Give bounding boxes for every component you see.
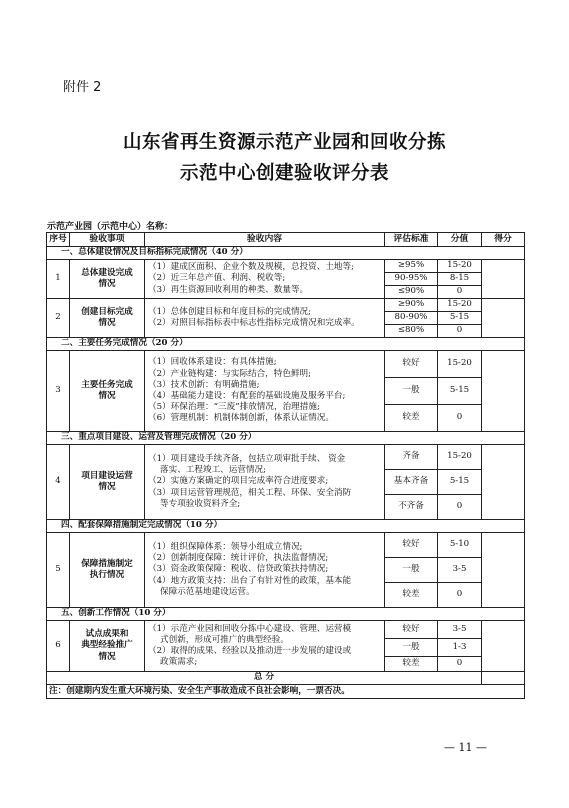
header-num: 序号 [47,233,70,247]
section-title: 三、重点项目建设、运营及管理完成情况（20 分） [47,432,525,445]
criteria-std: ≤80% [385,325,438,338]
doc-title-line1: 山东省再生资源示范产业园和回收分拣 [122,132,446,153]
row-item: 保障措施制定 执行情况 [70,533,145,608]
table-row [47,621,525,639]
row-item: 创建目标完成 情况 [70,299,145,338]
criteria-std: 较好 [385,533,438,558]
criteria-score: 1-3 [438,639,482,657]
result-cell[interactable] [482,533,525,608]
criteria-std: 较差 [385,583,438,608]
veto-note: 注：创建期内发生重大环境污染、安全生产事故造成不良社会影响，一票否决。 [47,685,525,699]
row-num: 4 [47,445,70,520]
scoring-table [46,232,525,699]
header-result: 得分 [482,233,525,247]
criteria-std: 基本齐备 [385,470,438,495]
section-row [47,338,525,351]
criteria-std: ≥90% [385,299,438,312]
criteria-score: 3-5 [438,621,482,639]
header-score: 分值 [438,233,482,247]
criteria-std: 80-90% [385,312,438,325]
row-content: （1）建成区面积、企业个数及规模，总投资、土地等; （2）近三年总产值、利润、税收等; （3）再生资源回收利用的种类、数量等。 [145,260,385,299]
criteria-score: 0 [438,495,482,520]
criteria-score: 15-20 [438,299,482,312]
note-row [47,685,525,699]
row-content: （1）回收体系建设：有具体措施; （2）产业链构建：与实际结合，特色鲜明; （3）技术创新：有明确措施; （4）基础能力建设：有配套的基础设施及服务平台; （5）环保治理：“三废”排放情况，治理措施; （6）管理机制：机制体制创新，体系认证情况。 [145,351,385,432]
section-title: 四、配套保障措施制定完成情况（10 分） [47,520,525,533]
criteria-score: 15-20 [438,260,482,273]
table-row [47,260,525,273]
total-score-cell[interactable] [482,672,525,685]
doc-title-line2: 示范中心创建验收评分表 [179,163,389,184]
total-label: 总 分 [47,672,482,685]
criteria-score: 5-10 [438,533,482,558]
section-title: 五、创新工作情况（10 分） [47,608,525,621]
row-content: （1）项目建设手续齐备，包括立项审批手续、 资金 落实、工程竣工、运营情况; （2）实施方案确定的项目完成率符合进度要求; （3）项目运营管理规范，相关工程、环保、安全消防 等专项验收资料齐全; [145,445,385,520]
criteria-std: 较差 [385,657,438,672]
row-item: 总体建设完成 情况 [70,260,145,299]
section-row [47,608,525,621]
row-item: 试点成果和 典型经验推广 情况 [70,621,145,672]
result-cell[interactable] [482,445,525,520]
section-row [47,432,525,445]
section-row [47,247,525,260]
section-title: 一、总体建设情况及目标指标完成情况（40 分） [47,247,525,260]
header-content: 验收内容 [145,233,385,247]
row-num: 3 [47,351,70,432]
header-item: 验收事项 [70,233,145,247]
row-num: 6 [47,621,70,672]
criteria-std: 一般 [385,558,438,583]
criteria-score: 0 [438,405,482,432]
criteria-score: 15-20 [438,445,482,470]
section-row [47,520,525,533]
row-item: 主要任务完成 情况 [70,351,145,432]
total-row [47,672,525,685]
table-header-row [47,233,525,247]
page-number: — 11 — [444,741,487,754]
criteria-score: 8-15 [438,273,482,286]
result-cell[interactable] [482,351,525,432]
park-name-label: 示范产业园（示范中心）名称： [47,222,174,232]
row-content: （1）总体创建目标和年度目标的完成情况; （2）对照目标指标表中标志性指标完成情况和完成率。 [145,299,385,338]
criteria-std: 较差 [385,405,438,432]
criteria-std: 较好 [385,351,438,378]
header-criteria: 评估标准 [385,233,438,247]
result-cell[interactable] [482,621,525,672]
table-row [47,351,525,378]
criteria-score: 0 [438,325,482,338]
row-item: 项目建设运营 情况 [70,445,145,520]
row-content: （1）示范产业园和回收分拣中心建设、管理、运营模 式创新，形成可推广的典型经验。 （2）取得的成果、经验以及推动进一步发展的建设或 政策需求; [145,621,385,672]
attachment-label: 附件 2 [63,80,102,95]
criteria-score: 0 [438,657,482,672]
row-num: 1 [47,260,70,299]
criteria-score: 5-15 [438,312,482,325]
table-row [47,445,525,470]
criteria-score: 0 [438,286,482,299]
row-num: 5 [47,533,70,608]
criteria-std: 一般 [385,378,438,405]
row-content: （1）组织保障体系：领导小组成立情况; （2）创新制度保障：统计评价，执法监督情况; （3）资金政策保障：税收、信贷政策扶持情况; （4）地方政策支持：出台了有针对性的政策，基本能 保障示范基地建设运营。 [145,533,385,608]
criteria-std: 90-95% [385,273,438,286]
result-cell[interactable] [482,299,525,338]
criteria-std: 不齐备 [385,495,438,520]
criteria-std: 齐备 [385,445,438,470]
result-cell[interactable] [482,260,525,299]
table-row [47,533,525,558]
criteria-std: ≤90% [385,286,438,299]
criteria-score: 0 [438,583,482,608]
criteria-score: 3-5 [438,558,482,583]
section-title: 二、主要任务完成情况（20 分） [47,338,525,351]
table-row [47,299,525,312]
criteria-std: ≥95% [385,260,438,273]
criteria-std: 较好 [385,621,438,639]
criteria-std: 一般 [385,639,438,657]
criteria-score: 5-15 [438,378,482,405]
criteria-score: 5-15 [438,470,482,495]
criteria-score: 15-20 [438,351,482,378]
row-num: 2 [47,299,70,338]
